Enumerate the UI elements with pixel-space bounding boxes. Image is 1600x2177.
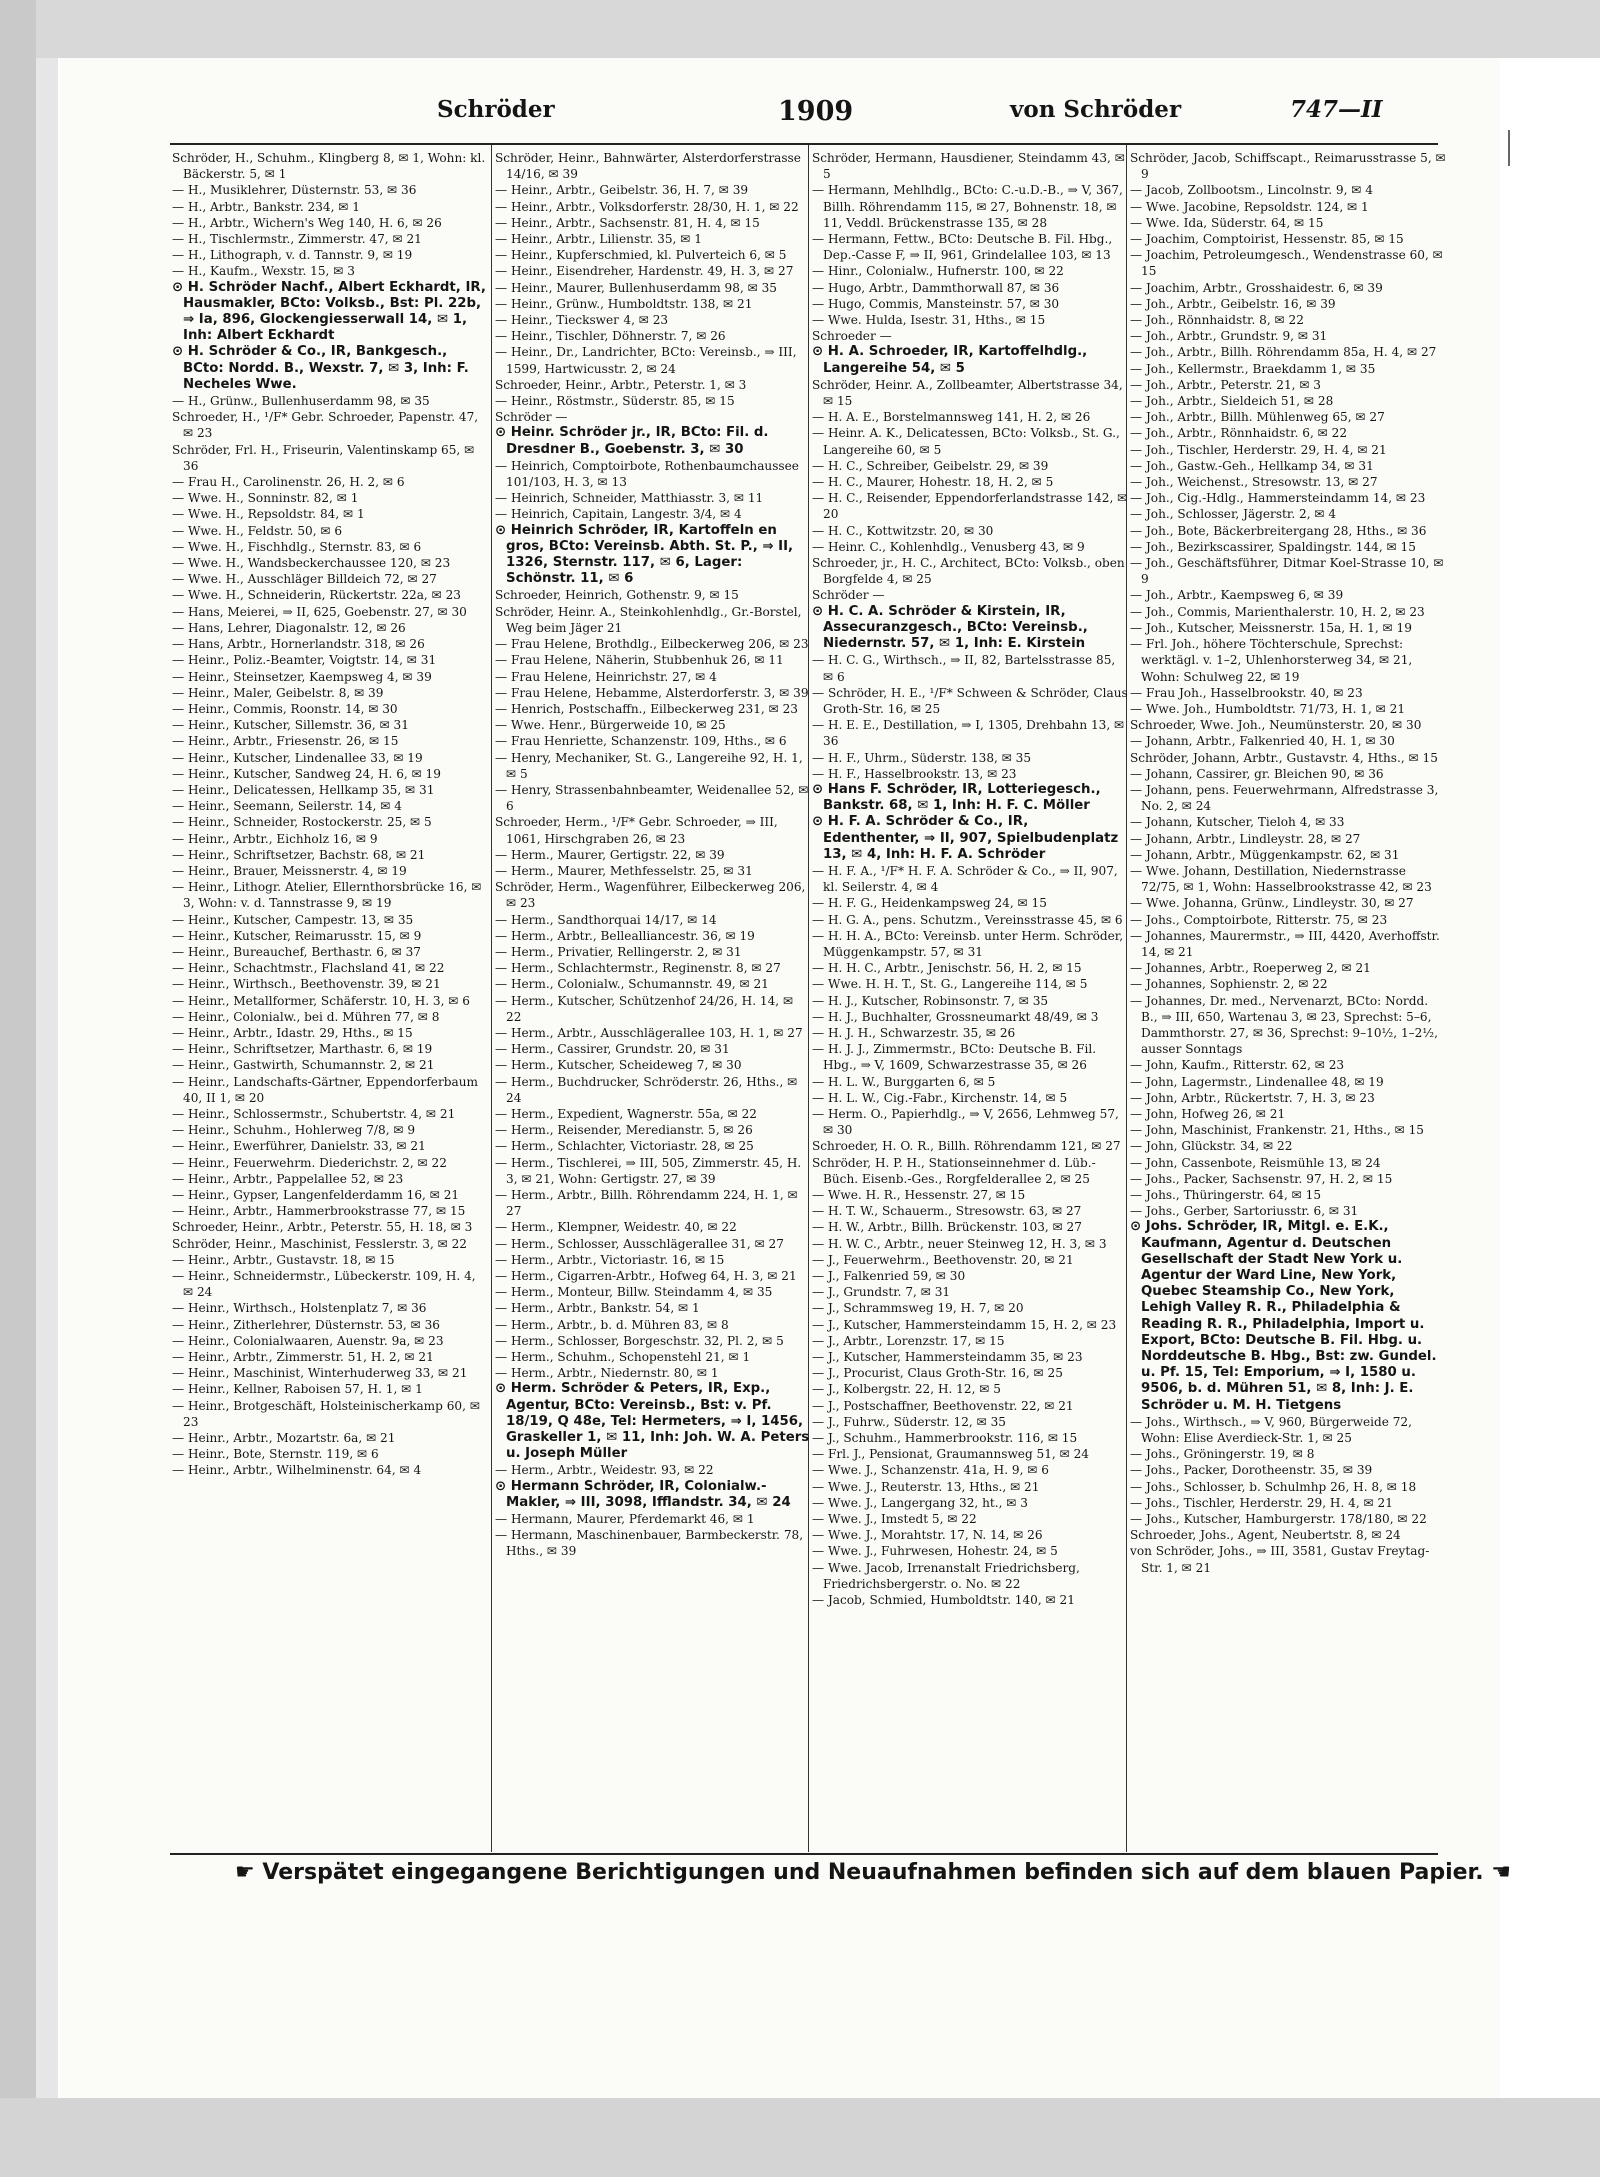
directory-entry: — H. J. J., Zimmermstr., BCto: Deutsche B. Fil. Hbg., ⇒ V, 1609, Schwarzestrasse 35, ✉ 26 xyxy=(812,1042,1097,1073)
directory-entry: — Wwe. Hulda, Isestr. 31, Hths., ✉ 15 xyxy=(812,313,1046,328)
directory-entry: — Heinr., Colonialwaaren, Auenstr. 9a, ✉ 23 xyxy=(172,1333,444,1348)
directory-entry: Schröder, Hermann, Hausdiener, Steindamm 43, ✉ 5 xyxy=(812,151,1125,182)
directory-entry: — Wwe. Johann, Destillation, Niedernstrasse 72/75, ✉ 1, Wohn: Hasselbrookstrasse 42, ✉ 23 xyxy=(1130,863,1432,895)
directory-entry: — J., Kolbergstr. 22, H. 12, ✉ 5 xyxy=(812,1382,1001,1397)
directory-entry: — J., Feuerwehrm., Beethovenstr. 20, ✉ 21 xyxy=(812,1252,1074,1267)
directory-entry: — Heinr., Ewerführer, Danielstr. 33, ✉ 21 xyxy=(172,1139,426,1154)
directory-entry: — Johs., Gröningerstr. 19, ✉ 8 xyxy=(1130,1447,1315,1462)
directory-entry: — Wwe. Jacob, Irrenanstalt Friedrichsberg, Friedrichsbergerstr. o. No. ✉ 22 xyxy=(812,1560,1080,1591)
directory-entry: von Schröder, Johs., ⇒ III, 3581, Gustav Freytag-Str. 1, ✉ 21 xyxy=(1130,1544,1430,1575)
directory-entry: — Frau Helene, Heinrichstr. 27, ✉ 4 xyxy=(495,669,717,684)
pointing-hand-left-icon: ☛ xyxy=(235,1860,255,1885)
directory-entry: — Heinr., Kutscher, Lindenallee 33, ✉ 19 xyxy=(172,750,423,765)
firm-entry: ⊙ Hermann Schröder, IR, Colonialw.-Makler, ⇒ III, 3098, Ifflandstr. 34, ✉ 24 xyxy=(495,1478,791,1510)
directory-entry: — Johann, pens. Feuerwehrmann, Alfredstrasse 3, No. 2, ✉ 24 xyxy=(1130,782,1439,814)
directory-entry: — Joh., Commis, Marienthalerstr. 10, H. 2, ✉ 23 xyxy=(1130,604,1425,619)
directory-entry: — Heinr., Schriftsetzer, Bachstr. 68, ✉ 21 xyxy=(172,847,426,862)
directory-entry: — Wwe. H. H. T., St. G., Langereihe 114, ✉ 5 xyxy=(812,977,1088,992)
directory-entry: — H. F., Uhrm., Süderstr. 138, ✉ 35 xyxy=(812,750,1032,765)
directory-entry: — Heinr., Schachtmstr., Flachsland 41, ✉ 22 xyxy=(172,961,445,976)
directory-entry: — Johannes, Arbtr., Roeperweg 2, ✉ 21 xyxy=(1130,961,1371,976)
header-rule xyxy=(170,143,1438,145)
directory-entry: — Frl. Joh., höhere Töchterschule, Sprechst: werktägl. v. 1–2, Uhlenhorsterweg 34, ✉ 21, Wohn: Schulweg 22, ✉ 19 xyxy=(1130,637,1413,684)
directory-entry: — Heinr., Gastwirth, Schumannstr. 2, ✉ 21 xyxy=(172,1058,435,1073)
directory-entry: — Heinr., Arbtr., Volksdorferstr. 28/30, H. 1, ✉ 22 xyxy=(495,199,799,214)
firm-entry: ⊙ H. Schröder Nachf., Albert Eckhardt, IR, Hausmakler, BCto: Volksb., Bst: Pl. 22b, ⇒ Ia, 896, Glockengiesserwall 14, ✉ 1, Inh: Albert Eckhardt xyxy=(172,279,486,344)
directory-entry: — Heinr., Lithogr. Atelier, Ellernthorsbrücke 16, ✉ 3, Wohn: v. d. Tannstrasse 9, ✉ 19 xyxy=(172,880,482,911)
directory-entry: — Johann, Arbtr., Müggenkampstr. 62, ✉ 31 xyxy=(1130,847,1400,862)
scan-border-left xyxy=(0,0,36,2177)
directory-entry: — Henrich, Postschaffn., Eilbeckerweg 231, ✉ 23 xyxy=(495,701,798,716)
directory-entry: — Herm., Arbtr., Ausschlägerallee 103, H. 1, ✉ 27 xyxy=(495,1025,803,1040)
directory-entry: — Wwe. H., Sonninstr. 82, ✉ 1 xyxy=(172,491,359,506)
directory-entry: — Heinr., Kutscher, Campestr. 13, ✉ 35 xyxy=(172,912,414,927)
directory-entry: — H., Kaufm., Wexstr. 15, ✉ 3 xyxy=(172,264,355,279)
firm-entry: ⊙ Hans F. Schröder, IR, Lotteriegesch., Bankstr. 68, ✉ 1, Inh: H. F. C. Möller xyxy=(812,781,1101,814)
directory-entry: — Wwe. H., Fischhdlg., Sternstr. 83, ✉ 6 xyxy=(172,539,422,554)
directory-entry: — Heinr., Maler, Geibelstr. 8, ✉ 39 xyxy=(172,685,384,700)
directory-entry: — H. F. G., Heidenkampsweg 24, ✉ 15 xyxy=(812,896,1047,911)
directory-entry: Schröder, Heinr. A., Steinkohlenhdlg., Gr.-Borstel, Weg beim Jäger 21 xyxy=(495,604,802,635)
directory-entry: — Heinr., Arbtr., Gustavstr. 18, ✉ 15 xyxy=(172,1252,395,1267)
firm-entry: ⊙ H. Schröder & Co., IR, Bankgesch., BCto: Nordd. B., Wexstr. 7, ✉ 3, Inh: F. Necheles Wwe. xyxy=(172,344,469,392)
directory-entry: — H. E. E., Destillation, ⇒ I, 1305, Drehbahn 13, ✉ 36 xyxy=(812,718,1125,749)
directory-entry: — H. F., Hasselbrookstr. 13, ✉ 23 xyxy=(812,766,1017,781)
directory-entry: — Johann, Cassirer, gr. Bleichen 90, ✉ 36 xyxy=(1130,766,1384,781)
directory-entry: — Wwe. H., Repsoldstr. 84, ✉ 1 xyxy=(172,507,365,522)
directory-entry: — Wwe. Joh., Humboldtstr. 71/73, H. 1, ✉ 21 xyxy=(1130,701,1406,716)
directory-entry: — Johannes, Maurermstr., ⇒ III, 4420, Averhoffstr. 14, ✉ 21 xyxy=(1130,928,1440,959)
directory-entry: — Herm. O., Papierhdlg., ⇒ V, 2656, Lehmweg 57, ✉ 30 xyxy=(812,1106,1119,1138)
directory-entry: — Herm., Kutscher, Scheideweg 7, ✉ 30 xyxy=(495,1058,742,1073)
directory-entry: — H. J., Kutscher, Robinsonstr. 7, ✉ 35 xyxy=(812,993,1049,1008)
directory-entry: — Johs., Thüringerstr. 64, ✉ 15 xyxy=(1130,1188,1322,1202)
directory-entry: Schröder — xyxy=(812,588,885,603)
directory-entry: — Joh., Arbtr., Grundstr. 9, ✉ 31 xyxy=(1130,329,1328,344)
directory-entry: — Heinr., Arbtr., Eichholz 16, ✉ 9 xyxy=(172,831,378,846)
directory-entry: Schröder, Heinr., Bahnwärter, Alsterdorferstrasse 14/16, ✉ 39 xyxy=(495,151,801,182)
directory-entry: — Herm., Cigarren-Arbtr., Hofweg 64, H. 3, ✉ 21 xyxy=(495,1269,797,1284)
directory-entry: — Wwe. Johanna, Grünw., Lindleystr. 30, ✉ 27 xyxy=(1130,896,1414,911)
directory-entry: — Heinr., Grünw., Humboldtstr. 138, ✉ 21 xyxy=(495,296,753,311)
directory-entry: — Heinr., Landschafts-Gärtner, Eppendorferbaum 40, II 1, ✉ 20 xyxy=(172,1074,478,1105)
firm-entry: ⊙ H. A. Schroeder, IR, Kartoffelhdlg., Langereihe 54, ✉ 5 xyxy=(812,344,1088,376)
directory-entry: — Herm., Kutscher, Schützenhof 24/26, H. 14, ✉ 22 xyxy=(495,993,794,1024)
directory-entry: — Herm., Privatier, Rellingerstr. 2, ✉ 31 xyxy=(495,944,742,959)
directory-entry: — Heinr., Maurer, Bullenhuserdamm 98, ✉ 35 xyxy=(495,280,777,295)
directory-entry: — Heinr., Gypser, Langenfelderdamm 16, ✉ 21 xyxy=(172,1188,460,1202)
directory-entry: — Heinr., Poliz.-Beamter, Voigtstr. 14, ✉ 31 xyxy=(172,653,437,668)
firm-entry: ⊙ Heinr. Schröder jr., IR, BCto: Fil. d. Dresdner B., Goebenstr. 3, ✉ 30 xyxy=(495,425,769,457)
firm-entry: ⊙ H. F. A. Schröder & Co., IR, Edenthenter, ⇒ II, 907, Spielbudenplatz 13, ✉ 4, Inh: H. F. A. Schröder xyxy=(812,814,1119,862)
directory-entry: — H. C., Schreiber, Geibelstr. 29, ✉ 39 xyxy=(812,458,1049,473)
directory-entry: — Joh., Arbtr., Billh. Röhrendamm 85a, H. 4, ✉ 27 xyxy=(1130,345,1437,360)
directory-entry: — J., Procurist, Claus Groth-Str. 16, ✉ 25 xyxy=(812,1366,1063,1381)
directory-entry: — Herm., Schlosser, Ausschlägerallee 31, ✉ 27 xyxy=(495,1236,784,1251)
column-divider xyxy=(491,145,492,1852)
directory-entry: — Joh., Weichenst., Stresowstr. 13, ✉ 27 xyxy=(1130,475,1378,490)
directory-entry: — Herm., Schuhm., Schopenstehl 21, ✉ 1 xyxy=(495,1350,751,1365)
directory-entry: Schroeder, Heinr., Arbtr., Peterstr. 55, H. 18, ✉ 3 xyxy=(172,1220,473,1235)
directory-entry: — J., Fuhrw., Süderstr. 12, ✉ 35 xyxy=(812,1414,1006,1429)
scan-border-top xyxy=(0,0,1600,58)
directory-entry: — Heinr., Steinsetzer, Kaempsweg 4, ✉ 39 xyxy=(172,669,432,684)
directory-entry: — John, Kaufm., Ritterstr. 62, ✉ 23 xyxy=(1130,1058,1345,1073)
directory-entry: — Frau Helene, Brothdlg., Eilbeckerweg 206, ✉ 23 xyxy=(495,637,809,652)
directory-entry: — Johs., Schlosser, b. Schulmhp 26, H. 8, ✉ 18 xyxy=(1130,1479,1417,1494)
directory-entry: Schröder, H., Schuhm., Klingberg 8, ✉ 1, Wohn: kl. Bäckerstr. 5, ✉ 1 xyxy=(172,151,486,182)
directory-entry: Schröder, Jacob, Schiffscapt., Reimarusstrasse 5, ✉ 9 xyxy=(1130,151,1446,182)
directory-entry: — Heinr., Seemann, Seilerstr. 14, ✉ 4 xyxy=(172,799,402,814)
directory-entry: — J., Kutscher, Hammersteindamm 35, ✉ 23 xyxy=(812,1350,1083,1365)
directory-entry: Schroeder, Heinr., Arbtr., Peterstr. 1, ✉ 3 xyxy=(495,377,747,392)
directory-entry: — John, Arbtr., Rückertstr. 7, H. 3, ✉ 23 xyxy=(1130,1090,1375,1105)
directory-entry: — H. T. W., Schauerm., Stresowstr. 63, ✉ 27 xyxy=(812,1204,1082,1219)
directory-entry: — H. A. E., Borstelmannsweg 141, H. 2, ✉ 26 xyxy=(812,410,1091,425)
directory-entry: — H. L. W., Burggarten 6, ✉ 5 xyxy=(812,1074,996,1089)
directory-entry: — Joh., Arbtr., Kaempsweg 6, ✉ 39 xyxy=(1130,588,1344,603)
directory-entry: Schroeder, Wwe. Joh., Neumünsterstr. 20, ✉ 30 xyxy=(1130,718,1422,733)
directory-entry: Schröder, Johann, Arbtr., Gustavstr. 4, Hths., ✉ 15 xyxy=(1130,750,1438,765)
directory-entry: — Joachim, Petroleumgesch., Wendenstrasse 60, ✉ 15 xyxy=(1130,248,1443,279)
directory-entry: — Heinr., Wirthsch., Holstenplatz 7, ✉ 36 xyxy=(172,1301,427,1316)
scan-border-left-inner xyxy=(36,58,58,2177)
footer-notice-text: Verspätet eingegangene Berichtigungen und Neuaufnahmen befinden sich auf dem blauen Papier. xyxy=(262,1860,1484,1885)
directory-entry: — John, Lagermstr., Lindenallee 48, ✉ 19 xyxy=(1130,1074,1384,1089)
directory-entry: — Heinr., Commis, Roonstr. 14, ✉ 30 xyxy=(172,701,398,716)
directory-entry: — Herm., Cassirer, Grundstr. 20, ✉ 31 xyxy=(495,1042,730,1057)
directory-entry: — Heinrich, Schneider, Matthiasstr. 3, ✉ 11 xyxy=(495,491,764,506)
directory-entry: — J., Falkenried 59, ✉ 30 xyxy=(812,1269,966,1284)
footer-rule xyxy=(170,1853,1438,1855)
directory-entry: — Wwe. H., Schneiderin, Rückertstr. 22a, ✉ 23 xyxy=(172,588,461,603)
directory-column-2 xyxy=(495,150,811,1560)
directory-entry: — Heinr., Arbtr., Pappelallee 52, ✉ 23 xyxy=(172,1171,404,1186)
directory-entry: — Herm., Colonialw., Schumannstr. 49, ✉ 21 xyxy=(495,977,769,992)
directory-entry: — Joh., Arbtr., Geibelstr. 16, ✉ 39 xyxy=(1130,296,1336,311)
directory-entry: — Heinr., Bote, Sternstr. 119, ✉ 6 xyxy=(172,1447,379,1462)
directory-entry: — H. J., Buchhalter, Grossneumarkt 48/49, ✉ 3 xyxy=(812,1009,1099,1024)
directory-entry: — Herm., Arbtr., b. d. Mühren 83, ✉ 8 xyxy=(495,1317,729,1332)
directory-entry: — H. F. A., ¹/F* H. F. A. Schröder & Co., ⇒ II, 907, kl. Seilerstr. 4, ✉ 4 xyxy=(812,863,1118,895)
directory-entry: — Herm., Tischlerei, ⇒ III, 505, Zimmerstr. 45, H. 3, ✉ 21, Wohn: Gertigstr. 27, ✉ 39 xyxy=(495,1155,802,1186)
directory-entry: — Wwe. Henr., Bürgerweide 10, ✉ 25 xyxy=(495,718,726,733)
directory-entry: — Hinr., Colonialw., Hufnerstr. 100, ✉ 22 xyxy=(812,264,1064,279)
directory-entry: — Wwe. Ida, Süderstr. 64, ✉ 15 xyxy=(1130,215,1324,230)
directory-entry: — Heinr., Arbtr., Zimmerstr. 51, H. 2, ✉ 21 xyxy=(172,1350,434,1365)
directory-entry: Schröder, Frl. H., Friseurin, Valentinskamp 65, ✉ 36 xyxy=(172,442,475,473)
directory-entry: — Heinrich, Capitain, Langestr. 3/4, ✉ 4 xyxy=(495,507,742,522)
directory-entry: — Hermann, Maurer, Pferdemarkt 46, ✉ 1 xyxy=(495,1512,755,1527)
directory-entry: — Herm., Arbtr., Victoriastr. 16, ✉ 15 xyxy=(495,1252,725,1267)
scan-border-bottom xyxy=(0,2098,1600,2177)
directory-entry: — Heinr., Arbtr., Hammerbrookstrasse 77, ✉ 15 xyxy=(172,1204,466,1219)
directory-entry: — Herm., Sandthorquai 14/17, ✉ 14 xyxy=(495,912,717,927)
directory-entry: Schröder — xyxy=(495,410,568,425)
directory-entry: — Joh., Arbtr., Peterstr. 21, ✉ 3 xyxy=(1130,377,1321,392)
running-header xyxy=(0,96,1600,136)
directory-entry: — Heinr., Wirthsch., Beethovenstr. 39, ✉ 21 xyxy=(172,977,441,992)
directory-entry: — Jacob, Zollbootsm., Lincolnstr. 9, ✉ 4 xyxy=(1130,183,1373,198)
directory-entry: — Hermann, Fettw., BCto: Deutsche B. Fil. Hbg., Dep.-Casse F, ⇒ II, 961, Grindelallee 103, ✉ 13 xyxy=(812,232,1113,263)
directory-entry: — Wwe. H., Ausschläger Billdeich 72, ✉ 27 xyxy=(172,572,437,587)
directory-entry: — H., Arbtr., Bankstr. 234, ✉ 1 xyxy=(172,199,360,214)
directory-entry: — H., Musiklehrer, Düsternstr. 53, ✉ 36 xyxy=(172,183,417,198)
directory-entry: — Johs., Gerber, Sartoriusstr. 6, ✉ 31 xyxy=(1130,1204,1359,1219)
directory-entry: Schröder, Herm., Wagenführer, Eilbeckerweg 206, ✉ 23 xyxy=(495,880,806,911)
directory-entry: — Heinr., Feuerwehrm. Diederichstr. 2, ✉ 22 xyxy=(172,1155,447,1170)
directory-entry: — Johs., Wirthsch., ⇒ V, 960, Bürgerweide 72, Wohn: Elise Averdieck-Str. 1, ✉ 25 xyxy=(1130,1414,1412,1446)
firm-entry: ⊙ Herm. Schröder & Peters, IR, Exp., Agentur, BCto: Vereinsb., Bst: v. Pf. 18/19, Q 48e, Tel: Hermeters, ⇒ I, 1456, Graskeller 1, ✉ 11, Inh: Joh. W. A. Peters u. Joseph Müller xyxy=(495,1381,810,1462)
directory-entry: — Heinr., Arbtr., Friesenstr. 26, ✉ 15 xyxy=(172,734,399,749)
directory-entry: Schroeder, H., ¹/F* Gebr. Schroeder, Papenstr. 47, ✉ 23 xyxy=(172,410,479,441)
directory-entry: — Wwe. H. R., Hessenstr. 27, ✉ 15 xyxy=(812,1188,1026,1202)
directory-entry: — Joh., Arbtr., Billh. Mühlenweg 65, ✉ 27 xyxy=(1130,410,1385,425)
directory-entry: — Hermann, Mehlhdlg., BCto: C.-u.D.-B., ⇒ V, 367, Billh. Röhrendamm 115, ✉ 27, Bohnenstr. 18, ✉ 11, Veddl. Brückenstrasse 135, ✉ 28 xyxy=(812,183,1123,230)
directory-entry: — John, Maschinist, Frankenstr. 21, Hths., ✉ 15 xyxy=(1130,1123,1425,1138)
directory-entry: — Joachim, Arbtr., Grosshaidestr. 6, ✉ 39 xyxy=(1130,280,1383,295)
directory-entry: — Heinr., Tischler, Döhnerstr. 7, ✉ 26 xyxy=(495,329,726,344)
directory-entry: — Heinr., Colonialw., bei d. Mühren 77, ✉ 8 xyxy=(172,1009,440,1024)
directory-entry: — Johannes, Sophienstr. 2, ✉ 22 xyxy=(1130,977,1328,992)
directory-entry: — Heinr., Arbtr., Lilienstr. 35, ✉ 1 xyxy=(495,232,702,247)
directory-entry: Schroeder — xyxy=(812,329,892,344)
header-year: 1909 xyxy=(778,96,854,127)
directory-entry: — H. C., Reisender, Eppendorferlandstrasse 142, ✉ 20 xyxy=(812,491,1128,522)
directory-entry: — Herm., Arbtr., Niedernstr. 80, ✉ 1 xyxy=(495,1366,719,1381)
footer-notice xyxy=(235,1860,1512,1885)
directory-entry: — Hermann, Maschinenbauer, Barmbeckerstr. 78, Hths., ✉ 39 xyxy=(495,1528,804,1559)
directory-entry: — Heinr., Maschinist, Winterhuderweg 33, ✉ 21 xyxy=(172,1366,468,1381)
directory-entry: — H. C. G., Wirthsch., ⇒ II, 82, Bartelsstrasse 85, ✉ 6 xyxy=(812,653,1116,684)
directory-entry: — Heinr., Arbtr., Idastr. 29, Hths., ✉ 15 xyxy=(172,1025,413,1040)
directory-entry: — Heinr., Arbtr., Wilhelminenstr. 64, ✉ 4 xyxy=(172,1463,422,1478)
directory-entry: — H. C., Kottwitzstr. 20, ✉ 30 xyxy=(812,523,994,538)
pointing-hand-right-icon: ☚ xyxy=(1491,1860,1512,1885)
directory-entry: — H., Grünw., Bullenhuserdamm 98, ✉ 35 xyxy=(172,394,430,409)
directory-entry: — Wwe. Jacobine, Repsoldstr. 124, ✉ 1 xyxy=(1130,199,1369,214)
directory-entry: — John, Cassenbote, Reismühle 13, ✉ 24 xyxy=(1130,1155,1381,1170)
directory-entry: — Hans, Lehrer, Diagonalstr. 12, ✉ 26 xyxy=(172,620,406,635)
directory-entry: — Heinr., Kupferschmied, kl. Pulverteich 6, ✉ 5 xyxy=(495,248,787,263)
directory-entry: — Heinr., Dr., Landrichter, BCto: Vereinsb., ⇒ III, 1599, Hartwicusstr. 2, ✉ 24 xyxy=(495,345,797,376)
directory-entry: — Herm., Schlachtermstr., Reginenstr. 8, ✉ 27 xyxy=(495,961,781,976)
directory-entry: — Hugo, Arbtr., Dammthorwall 87, ✉ 36 xyxy=(812,280,1060,295)
directory-entry: — Heinr., Zitherlehrer, Düsternstr. 53, ✉ 36 xyxy=(172,1317,440,1332)
directory-entry: — Heinr., Röstmstr., Süderstr. 85, ✉ 15 xyxy=(495,394,735,409)
directory-entry: — Heinr., Arbtr., Mozartstr. 6a, ✉ 21 xyxy=(172,1431,396,1446)
directory-entry: — Johs., Comptoirbote, Ritterstr. 75, ✉ 23 xyxy=(1130,912,1388,927)
directory-entry: — J., Grundstr. 7, ✉ 31 xyxy=(812,1285,951,1300)
directory-entry: — H., Arbtr., Wichern's Weg 140, H. 6, ✉ 26 xyxy=(172,215,442,230)
directory-entry: — Heinr., Kutscher, Sandweg 24, H. 6, ✉ 19 xyxy=(172,766,441,781)
header-right-name: von Schröder xyxy=(1010,96,1182,123)
directory-entry: — Henry, Strassenbahnbeamter, Weidenallee 52, ✉ 6 xyxy=(495,782,809,814)
directory-entry: — H. L. W., Cig.-Fabr., Kirchenstr. 14, ✉ 5 xyxy=(812,1090,1068,1105)
directory-entry: — Johann, Kutscher, Tieloh 4, ✉ 33 xyxy=(1130,815,1345,830)
directory-entry: — Joh., Bote, Bäckerbreitergang 28, Hths., ✉ 36 xyxy=(1130,523,1427,538)
firm-entry: ⊙ Heinrich Schröder, IR, Kartoffeln en gros, BCto: Vereinsb. Abth. St. P., ⇒ II, 1326, Sternstr. 117, ✉ 6, Lager: Schönstr. 11, ✉ 6 xyxy=(495,522,794,587)
directory-entry: — Heinr. A. K., Delicatessen, BCto: Volksb., St. G., Langereihe 60, ✉ 5 xyxy=(812,426,1120,457)
directory-entry: — Herm., Reisender, Meredianstr. 5, ✉ 26 xyxy=(495,1123,753,1138)
directory-entry: Schroeder, jr., H. C., Architect, BCto: Volksb., oben Borgfelde 4, ✉ 25 xyxy=(812,556,1125,587)
directory-entry: Schroeder, Heinrich, Gothenstr. 9, ✉ 15 xyxy=(495,588,739,603)
directory-entry: — Hugo, Commis, Mansteinstr. 57, ✉ 30 xyxy=(812,296,1060,311)
directory-entry: — Herm., Arbtr., Bankstr. 54, ✉ 1 xyxy=(495,1301,700,1316)
directory-entry: — Heinr., Kellner, Raboisen 57, H. 1, ✉ 1 xyxy=(172,1382,423,1397)
directory-entry: — Joh., Cig.-Hdlg., Hammersteindamm 14, ✉ 23 xyxy=(1130,491,1426,506)
directory-entry: — J., Postschaffner, Beethovenstr. 22, ✉ 21 xyxy=(812,1398,1074,1413)
directory-entry: — Johs., Packer, Dorotheenstr. 35, ✉ 39 xyxy=(1130,1463,1373,1478)
directory-column-1 xyxy=(172,150,488,1479)
directory-entry: — Schröder, H. E., ¹/F* Schween & Schröder, Claus Groth-Str. 16, ✉ 25 xyxy=(812,685,1128,716)
directory-entry: — Joachim, Comptoirist, Hessenstr. 85, ✉ 15 xyxy=(1130,232,1404,247)
directory-entry: — Heinr., Kutscher, Reimarusstr. 15, ✉ 9 xyxy=(172,928,422,943)
directory-entry: — H. C., Maurer, Hohestr. 18, H. 2, ✉ 5 xyxy=(812,475,1054,490)
directory-entry: — Herm., Expedient, Wagnerstr. 55a, ✉ 22 xyxy=(495,1106,757,1121)
directory-entry: — Wwe. H., Wandsbeckerchaussee 120, ✉ 23 xyxy=(172,556,451,571)
directory-entry: — Wwe. H., Feldstr. 50, ✉ 6 xyxy=(172,523,343,538)
directory-entry: — Heinr., Schuhm., Hohlerweg 7/8, ✉ 9 xyxy=(172,1123,416,1138)
directory-entry: — Henry, Mechaniker, St. G., Langereihe 92, H. 1, ✉ 5 xyxy=(495,750,803,781)
directory-entry: — J., Kutscher, Hammersteindamm 15, H. 2, ✉ 23 xyxy=(812,1317,1117,1332)
directory-entry: — John, Glückstr. 34, ✉ 22 xyxy=(1130,1139,1293,1154)
directory-entry: Schroeder, H. O. R., Billh. Röhrendamm 121, ✉ 27 xyxy=(812,1139,1121,1154)
directory-entry: — Heinr., Schneidermstr., Lübeckerstr. 109, H. 4, ✉ 24 xyxy=(172,1269,476,1300)
directory-entry: — Herm., Maurer, Methfesselstr. 25, ✉ 31 xyxy=(495,863,753,878)
directory-entry: — Johs., Packer, Sachsenstr. 97, H. 2, ✉ 15 xyxy=(1130,1171,1393,1186)
directory-entry: Schröder, H. P. H., Stationseinnehmer d. Lüb.-Büch. Eisenb.-Ges., Rorgfelderallee 2, ✉ 25 xyxy=(812,1155,1096,1186)
directory-entry: — J., Schuhm., Hammerbrookstr. 116, ✉ 15 xyxy=(812,1431,1078,1446)
directory-entry: — Frau Helene, Näherin, Stubbenhuk 26, ✉ 11 xyxy=(495,653,784,668)
directory-entry: — Herm., Schlosser, Borgeschstr. 32, Pl. 2, ✉ 5 xyxy=(495,1333,784,1348)
directory-entry: — Joh., Arbtr., Rönnhaidstr. 6, ✉ 22 xyxy=(1130,426,1348,441)
directory-column-4 xyxy=(1130,150,1446,1576)
directory-entry: — Herm., Maurer, Gertigstr. 22, ✉ 39 xyxy=(495,847,725,862)
directory-entry: — Joh., Bezirkscassirer, Spaldingstr. 144, ✉ 15 xyxy=(1130,539,1416,554)
directory-entry: Schröder, Heinr. A., Zollbeamter, Albertstrasse 34, ✉ 15 xyxy=(812,377,1123,409)
directory-entry: — Wwe. J., Imstedt 5, ✉ 22 xyxy=(812,1512,977,1527)
directory-entry: — Heinr., Kutscher, Sillemstr. 36, ✉ 31 xyxy=(172,718,409,733)
directory-entry: — Jacob, Schmied, Humboldtstr. 140, ✉ 21 xyxy=(812,1593,1075,1608)
directory-entry: — Herm., Arbtr., Billh. Röhrendamm 224, H. 1, ✉ 27 xyxy=(495,1188,798,1219)
directory-entry: — Joh., Arbtr., Sieldeich 51, ✉ 28 xyxy=(1130,394,1334,409)
directory-entry: Schroeder, Herm., ¹/F* Gebr. Schroeder, ⇒ III, 1061, Hirschgraben 26, ✉ 23 xyxy=(495,815,778,846)
directory-entry: — Johs., Kutscher, Hamburgerstr. 178/180, ✉ 22 xyxy=(1130,1512,1427,1527)
directory-entry: — Heinrich, Comptoirbote, Rothenbaumchaussee 101/103, H. 3, ✉ 13 xyxy=(495,458,799,490)
directory-entry: — Heinr., Arbtr., Sachsenstr. 81, H. 4, ✉ 15 xyxy=(495,215,760,230)
directory-entry: Schröder, Heinr., Maschinist, Fesslerstr. 3, ✉ 22 xyxy=(172,1236,467,1251)
directory-entry: — Johannes, Dr. med., Nervenarzt, BCto: Nordd. B., ⇒ III, 650, Wartenau 3, ✉ 23, Sprechst: 5–6, Dammthorstr. 27, ✉ 36, Sprechst: 9–10½, 1–2½, ausser Sonntags xyxy=(1130,993,1438,1057)
directory-column-3 xyxy=(812,150,1128,1608)
firm-entry: ⊙ H. C. A. Schröder & Kirstein, IR, Assecuranzgesch., BCto: Vereinsb., Niedernstr. 57, ✉ 1, Inh: E. Kirstein xyxy=(812,603,1088,652)
directory-entry: — Heinr., Bureauchef, Berthastr. 6, ✉ 37 xyxy=(172,944,421,959)
directory-entry: — H. H. C., Arbtr., Jenischstr. 56, H. 2, ✉ 15 xyxy=(812,961,1082,976)
directory-entry: — Heinr., Brauer, Meissnerstr. 4, ✉ 19 xyxy=(172,863,407,878)
directory-entry: — Joh., Schlosser, Jägerstr. 2, ✉ 4 xyxy=(1130,507,1337,522)
directory-entry: — Heinr., Brotgeschäft, Holsteinischerkamp 60, ✉ 23 xyxy=(172,1398,480,1429)
directory-entry: — Johann, Arbtr., Falkenried 40, H. 1, ✉ 30 xyxy=(1130,734,1395,749)
directory-entry: — Heinr., Schneider, Rostockerstr. 25, ✉ 5 xyxy=(172,815,432,830)
directory-entry: — H. W., Arbtr., Billh. Brückenstr. 103, ✉ 27 xyxy=(812,1220,1082,1235)
directory-entry: — J., Arbtr., Lorenzstr. 17, ✉ 15 xyxy=(812,1333,1005,1348)
directory-entry: — Heinr., Tieckswег 4, ✉ 23 xyxy=(495,313,669,328)
directory-entry: — Wwe. J., Fuhrwesen, Hohestr. 24, ✉ 5 xyxy=(812,1544,1058,1559)
directory-entry: — Heinr., Schriftsetzer, Marthastr. 6, ✉ 19 xyxy=(172,1042,433,1057)
header-left-name: Schröder xyxy=(437,96,555,123)
directory-entry: — Wwe. J., Langergang 32, ht., ✉ 3 xyxy=(812,1495,1028,1510)
directory-entry: — Joh., Tischler, Herderstr. 29, H. 4, ✉ 21 xyxy=(1130,442,1387,457)
directory-entry: — H. H. A., BCto: Vereinsb. unter Herm. Schröder, Müggenkampstr. 57, ✉ 31 xyxy=(812,928,1124,959)
directory-entry: — Hans, Arbtr., Hornerlandstr. 318, ✉ 26 xyxy=(172,637,425,652)
directory-entry: — Herm., Schlachter, Victoriastr. 28, ✉ 25 xyxy=(495,1139,754,1154)
directory-entry: — H. W. C., Arbtr., neuer Steinweg 12, H. 3, ✉ 3 xyxy=(812,1236,1107,1251)
directory-entry: Schroeder, Johs., Agent, Neubertstr. 8, ✉ 24 xyxy=(1130,1528,1401,1543)
directory-entry: — Herm., Arbtr., Bellealliancestr. 36, ✉ 19 xyxy=(495,928,755,943)
directory-entry: — Johs., Tischler, Herderstr. 29, H. 4, ✉ 21 xyxy=(1130,1495,1393,1510)
directory-entry: — Wwe. J., Schanzenstr. 41a, H. 9, ✉ 6 xyxy=(812,1463,1049,1478)
directory-entry: — Joh., Geschäftsführer, Ditmar Koel-Strasse 10, ✉ 9 xyxy=(1130,556,1444,587)
directory-entry: — J., Schrammsweg 19, H. 7, ✉ 20 xyxy=(812,1301,1024,1316)
directory-entry: — Joh., Kutscher, Meissnerstr. 15a, H. 1, ✉ 19 xyxy=(1130,620,1412,635)
directory-entry: — H., Lithograph, v. d. Tannstr. 9, ✉ 19 xyxy=(172,248,413,263)
directory-entry: — Frau H., Carolinenstr. 26, H. 2, ✉ 6 xyxy=(172,475,405,490)
directory-entry: — Heinr., Schlossermstr., Schubertstr. 4, ✉ 21 xyxy=(172,1106,456,1121)
directory-entry: — Johann, Arbtr., Lindleystr. 28, ✉ 27 xyxy=(1130,831,1361,846)
directory-entry: — Herm., Klempner, Weidestr. 40, ✉ 22 xyxy=(495,1220,737,1235)
directory-entry: — Joh., Rönnhaidstr. 8, ✉ 22 xyxy=(1130,313,1304,328)
directory-entry: — Joh., Kellermstr., Braekdamm 1, ✉ 35 xyxy=(1130,361,1376,376)
directory-entry: — Frau Henriette, Schanzenstr. 109, Hths., ✉ 6 xyxy=(495,734,787,749)
directory-entry: — H. G. A., pens. Schutzm., Vereinsstrasse 45, ✉ 6 xyxy=(812,912,1123,927)
page-number: 747—II xyxy=(1290,96,1383,123)
directory-entry: — H., Tischlermstr., Zimmerstr. 47, ✉ 21 xyxy=(172,232,422,247)
firm-entry: ⊙ Johs. Schröder, IR, Mitgl. e. E.K., Kaufmann, Agentur d. Deutschen Gesellschaft der Stadt New York u. Agentur der Ward Line, New York, Quebec Steamship Co., New York, Lehigh Valley R. R., Philadelphia & Reading R. R., Philadelphia, Import u. Export, BCto: Deutsche B. Fil. Hbg. u. Norddeutsche B. Hbg., Bst: zw. Gundel. u. Pf. 15, Tel: Emporium, ⇒ I, 1580 u. 9506, b. d. Mühren 51, ✉ 8, Inh: J. E. Schröder u. M. H. Tietgens xyxy=(1130,1219,1437,1413)
directory-entry: — H. J. H., Schwarzestr. 35, ✉ 26 xyxy=(812,1025,1016,1040)
directory-entry: — Frau Helene, Hebamme, Alsterdorferstr. 3, ✉ 39 xyxy=(495,685,809,700)
directory-entry: — Frl. J., Pensionat, Graumannsweg 51, ✉ 24 xyxy=(812,1447,1089,1462)
directory-entry: — Herm., Arbtr., Weidestr. 93, ✉ 22 xyxy=(495,1463,714,1478)
directory-entry: — Heinr., Arbtr., Geibelstr. 36, H. 7, ✉ 39 xyxy=(495,183,749,198)
directory-entry: — Wwe. J., Morahtstr. 17, N. 14, ✉ 26 xyxy=(812,1528,1043,1543)
directory-entry: — Frau Joh., Hasselbrookstr. 40, ✉ 23 xyxy=(1130,685,1363,700)
directory-entry: — Heinr., Eisendreher, Hardenstr. 49, H. 3, ✉ 27 xyxy=(495,264,794,279)
directory-entry: — Heinr. C., Kohlenhdlg., Venusberg 43, ✉ 9 xyxy=(812,539,1085,554)
directory-entry: — Herm., Monteur, Billw. Steindamm 4, ✉ 35 xyxy=(495,1285,773,1300)
directory-entry: — Heinr., Metallformer, Schäferstr. 10, H. 3, ✉ 6 xyxy=(172,993,470,1008)
directory-entry: — Hans, Meierei, ⇒ II, 625, Goebenstr. 27, ✉ 30 xyxy=(172,604,467,619)
directory-entry: — Herm., Buchdrucker, Schröderstr. 26, Hths., ✉ 24 xyxy=(495,1074,798,1105)
directory-entry: — Joh., Gastw.-Geh., Hellkamp 34, ✉ 31 xyxy=(1130,458,1374,473)
directory-entry: — Heinr., Delicatessen, Hellkamp 35, ✉ 31 xyxy=(172,782,435,797)
directory-entry: — Wwe. J., Reuterstr. 13, Hths., ✉ 21 xyxy=(812,1479,1040,1494)
directory-entry: — John, Hofweg 26, ✉ 21 xyxy=(1130,1106,1286,1121)
